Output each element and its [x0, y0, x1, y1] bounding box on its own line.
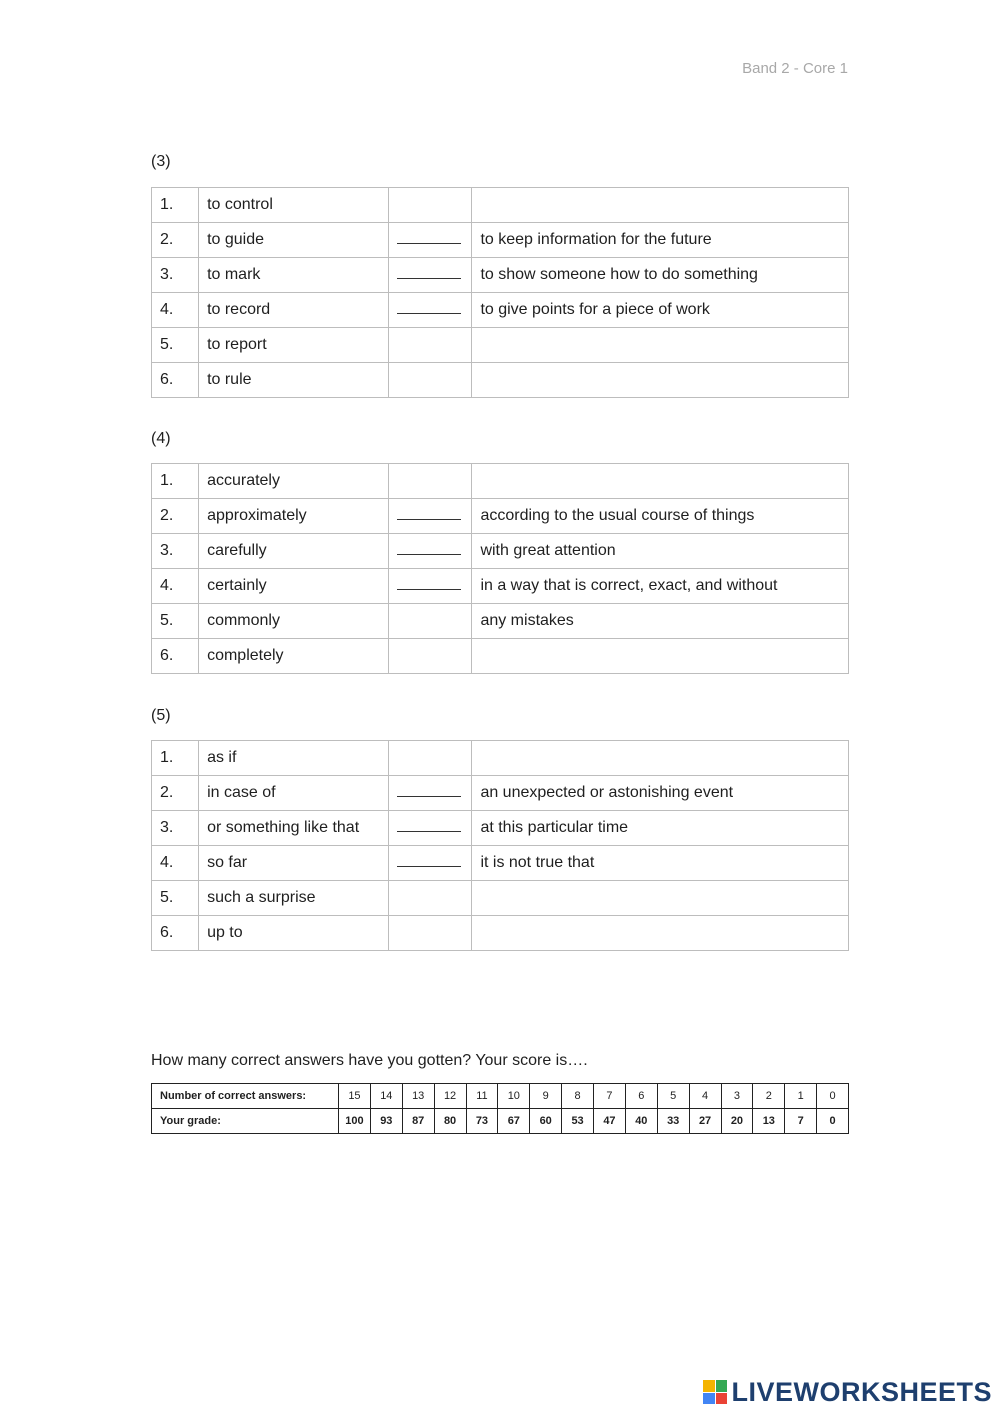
- answer-cell[interactable]: [389, 569, 472, 604]
- item-term: certainly: [199, 569, 389, 604]
- answer-blank[interactable]: [397, 819, 461, 832]
- item-definition: [472, 328, 849, 363]
- grade-row: [152, 1109, 849, 1134]
- item-definition: in a way that is correct, exact, and without: [472, 569, 849, 604]
- logo-square: [716, 1393, 728, 1405]
- item-definition: according to the usual course of things: [472, 499, 849, 534]
- table-row: [152, 363, 849, 398]
- answer-cell[interactable]: [389, 846, 472, 881]
- grade-cell: 80: [434, 1109, 466, 1134]
- item-definition: any mistakes: [472, 604, 849, 639]
- item-definition: to keep information for the future: [472, 223, 849, 258]
- answer-cell: [389, 916, 472, 951]
- correct-answers-label: Number of correct answers:: [152, 1084, 339, 1109]
- table-row: [152, 464, 849, 499]
- correct-count-cell: 6: [625, 1084, 657, 1109]
- answer-blank[interactable]: [397, 542, 461, 555]
- grade-cell: 73: [466, 1109, 498, 1134]
- grade-cell: 100: [339, 1109, 371, 1134]
- item-number: 4.: [152, 846, 199, 881]
- correct-count-cell: 14: [370, 1084, 402, 1109]
- item-number: 4.: [152, 569, 199, 604]
- item-number: 3.: [152, 258, 199, 293]
- item-term: to rule: [199, 363, 389, 398]
- grade-cell: 60: [530, 1109, 562, 1134]
- answer-cell: [389, 188, 472, 223]
- table-row: [152, 569, 849, 604]
- table-row: [152, 741, 849, 776]
- correct-count-cell: 9: [530, 1084, 562, 1109]
- answer-cell[interactable]: [389, 258, 472, 293]
- table-row: [152, 499, 849, 534]
- item-number: 1.: [152, 188, 199, 223]
- table-row: [152, 188, 849, 223]
- item-term: or something like that: [199, 811, 389, 846]
- brand-logo: [703, 1377, 992, 1407]
- correct-count-cell: 10: [498, 1084, 530, 1109]
- table-row: [152, 776, 849, 811]
- item-definition: to show someone how to do something: [472, 258, 849, 293]
- correct-count-cell: 4: [689, 1084, 721, 1109]
- item-number: 3.: [152, 811, 199, 846]
- item-term: commonly: [199, 604, 389, 639]
- answer-cell: [389, 741, 472, 776]
- item-term: up to: [199, 916, 389, 951]
- table-row: [152, 811, 849, 846]
- item-definition: to give points for a piece of work: [472, 293, 849, 328]
- item-number: 5.: [152, 881, 199, 916]
- item-term: to guide: [199, 223, 389, 258]
- table-row: [152, 258, 849, 293]
- item-number: 4.: [152, 293, 199, 328]
- table-row: [152, 881, 849, 916]
- grade-cell: 47: [594, 1109, 626, 1134]
- grade-cell: 0: [817, 1109, 849, 1134]
- item-term: to control: [199, 188, 389, 223]
- answer-blank[interactable]: [397, 577, 461, 590]
- table-row: [152, 604, 849, 639]
- grade-cell: 93: [370, 1109, 402, 1134]
- item-number: 1.: [152, 464, 199, 499]
- answer-cell[interactable]: [389, 499, 472, 534]
- answer-cell: [389, 639, 472, 674]
- item-number: 2.: [152, 223, 199, 258]
- logo-square: [716, 1380, 728, 1392]
- liveworksheets-logo-icon: [703, 1380, 727, 1404]
- item-number: 6.: [152, 916, 199, 951]
- correct-count-cell: 15: [339, 1084, 371, 1109]
- answer-cell[interactable]: [389, 811, 472, 846]
- section-label-5: (5): [151, 707, 171, 724]
- item-definition: [472, 916, 849, 951]
- table-row: [152, 293, 849, 328]
- correct-answers-row: [152, 1084, 849, 1109]
- item-number: 2.: [152, 499, 199, 534]
- answer-cell: [389, 604, 472, 639]
- item-definition: it is not true that: [472, 846, 849, 881]
- answer-cell[interactable]: [389, 223, 472, 258]
- page-header: Band 2 - Core 1: [742, 60, 848, 77]
- grade-cell: 53: [562, 1109, 594, 1134]
- matching-table-4: [151, 463, 849, 674]
- correct-count-cell: 12: [434, 1084, 466, 1109]
- answer-blank[interactable]: [397, 854, 461, 867]
- table-row: [152, 328, 849, 363]
- score-question: How many correct answers have you gotten? Your score is….: [151, 1052, 588, 1069]
- section-label-3: (3): [151, 153, 171, 170]
- grade-cell: 27: [689, 1109, 721, 1134]
- item-definition: [472, 741, 849, 776]
- grade-cell: 87: [402, 1109, 434, 1134]
- answer-cell: [389, 464, 472, 499]
- logo-square: [703, 1393, 715, 1405]
- answer-cell[interactable]: [389, 293, 472, 328]
- correct-count-cell: 8: [562, 1084, 594, 1109]
- item-definition: [472, 881, 849, 916]
- grade-cell: 7: [785, 1109, 817, 1134]
- item-definition: [472, 464, 849, 499]
- logo-square: [703, 1380, 715, 1392]
- answer-blank[interactable]: [397, 266, 461, 279]
- answer-blank[interactable]: [397, 231, 461, 244]
- answer-cell: [389, 328, 472, 363]
- answer-blank[interactable]: [397, 507, 461, 520]
- brand-name: LIVEWORKSHEETS: [731, 1376, 992, 1407]
- score-table: [151, 1083, 849, 1134]
- item-definition: [472, 639, 849, 674]
- grade-cell: 67: [498, 1109, 530, 1134]
- grade-label: Your grade:: [152, 1109, 339, 1134]
- correct-count-cell: 11: [466, 1084, 498, 1109]
- correct-count-cell: 0: [817, 1084, 849, 1109]
- table-row: [152, 846, 849, 881]
- item-term: such a surprise: [199, 881, 389, 916]
- item-number: 2.: [152, 776, 199, 811]
- matching-table-3: [151, 187, 849, 398]
- item-term: to report: [199, 328, 389, 363]
- answer-blank[interactable]: [397, 301, 461, 314]
- correct-count-cell: 7: [594, 1084, 626, 1109]
- correct-count-cell: 2: [753, 1084, 785, 1109]
- item-term: as if: [199, 741, 389, 776]
- item-term: completely: [199, 639, 389, 674]
- item-number: 5.: [152, 328, 199, 363]
- item-term: accurately: [199, 464, 389, 499]
- answer-cell[interactable]: [389, 534, 472, 569]
- correct-count-cell: 1: [785, 1084, 817, 1109]
- correct-count-cell: 13: [402, 1084, 434, 1109]
- item-number: 3.: [152, 534, 199, 569]
- item-term: carefully: [199, 534, 389, 569]
- table-row: [152, 534, 849, 569]
- item-term: approximately: [199, 499, 389, 534]
- table-row: [152, 223, 849, 258]
- item-term: in case of: [199, 776, 389, 811]
- answer-cell[interactable]: [389, 776, 472, 811]
- correct-count-cell: 3: [721, 1084, 753, 1109]
- grade-cell: 20: [721, 1109, 753, 1134]
- item-definition: [472, 188, 849, 223]
- item-number: 5.: [152, 604, 199, 639]
- matching-table-5: [151, 740, 849, 951]
- correct-count-cell: 5: [657, 1084, 689, 1109]
- item-number: 1.: [152, 741, 199, 776]
- answer-cell: [389, 363, 472, 398]
- answer-cell: [389, 881, 472, 916]
- item-number: 6.: [152, 639, 199, 674]
- answer-blank[interactable]: [397, 784, 461, 797]
- grade-cell: 40: [625, 1109, 657, 1134]
- table-row: [152, 916, 849, 951]
- item-definition: [472, 363, 849, 398]
- grade-cell: 33: [657, 1109, 689, 1134]
- section-label-4: (4): [151, 430, 171, 447]
- item-term: so far: [199, 846, 389, 881]
- item-term: to record: [199, 293, 389, 328]
- item-term: to mark: [199, 258, 389, 293]
- item-definition: at this particular time: [472, 811, 849, 846]
- item-definition: an unexpected or astonishing event: [472, 776, 849, 811]
- item-number: 6.: [152, 363, 199, 398]
- item-definition: with great attention: [472, 534, 849, 569]
- table-row: [152, 639, 849, 674]
- grade-cell: 13: [753, 1109, 785, 1134]
